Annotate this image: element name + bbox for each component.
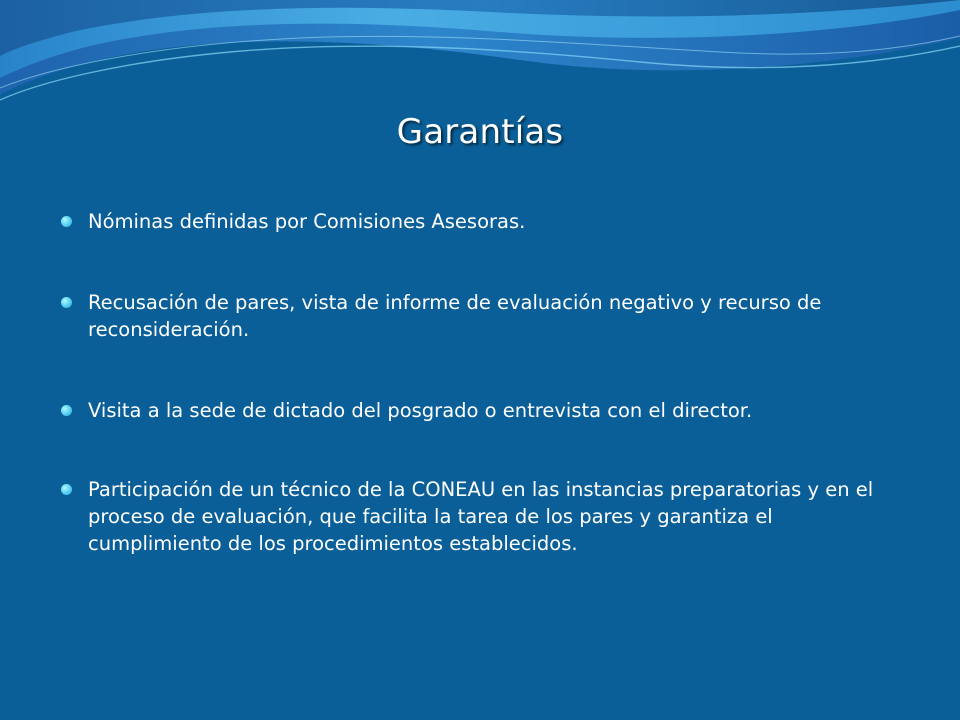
bullet-dot-icon — [61, 405, 72, 416]
bullet-text: Visita a la sede de dictado del posgrado o entrevista con el director. — [88, 399, 753, 422]
bullet-dot-icon — [61, 484, 72, 495]
slide-title: Garantías — [396, 112, 564, 152]
bullet-item — [88, 208, 878, 235]
wave-header-decoration — [0, 0, 960, 110]
bullet-text: Recusación de pares, vista de informe de evaluación negativo y recurso de reconsideración. — [88, 291, 822, 341]
bullet-item — [88, 397, 878, 424]
bullet-item — [88, 289, 878, 343]
bullet-text: Participación de un técnico de la CONEAU en las instancias preparatorias y en el proceso de evaluación, que facilita la tarea de los pares y garantiza el cumplimiento de los procedimientos establecidos. — [88, 478, 874, 555]
bullet-dot-icon — [61, 216, 72, 227]
bullet-text: Nóminas definidas por Comisiones Asesoras. — [88, 210, 526, 233]
bullet-item — [88, 476, 878, 557]
bullet-dot-icon — [61, 297, 72, 308]
